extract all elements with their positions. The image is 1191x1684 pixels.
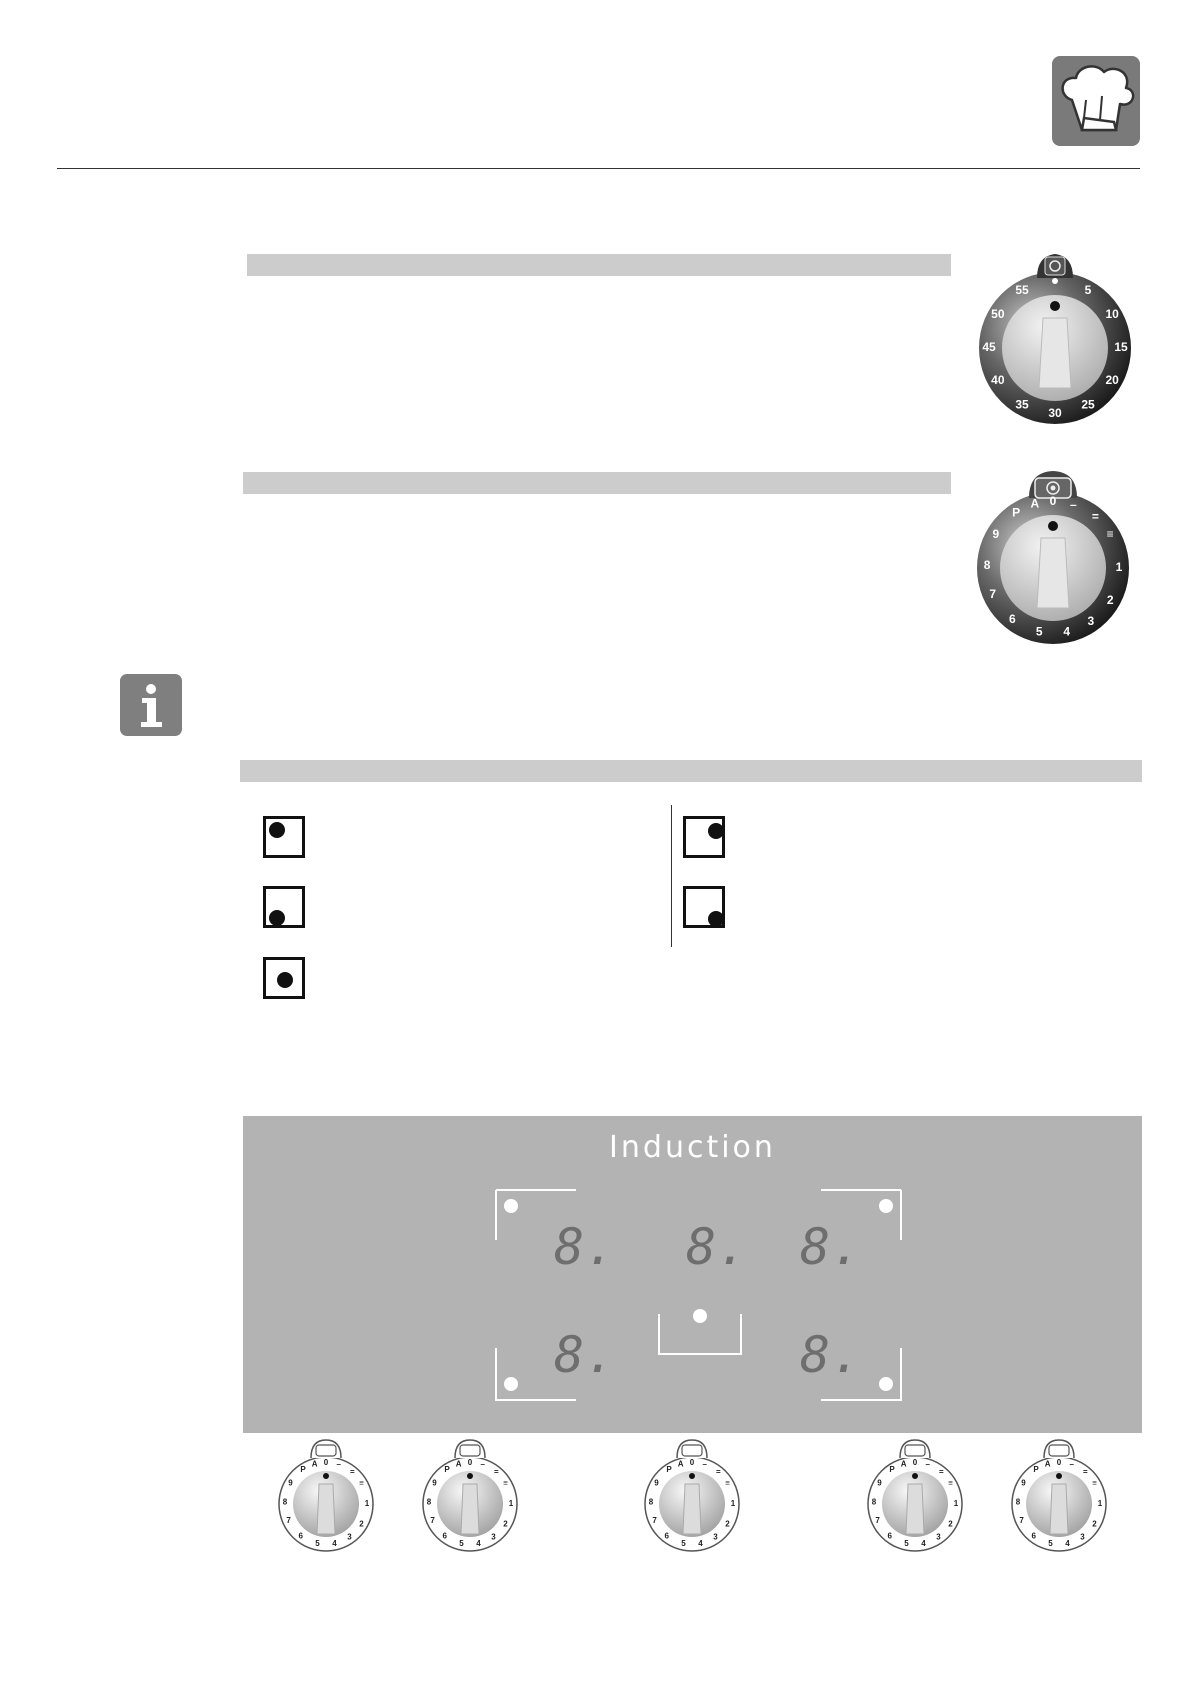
hob-knob-5[interactable] <box>1009 1438 1109 1554</box>
zone-indicator-bottom-left <box>263 886 305 928</box>
hob-knob-5-label-12: 9 <box>1021 1478 1026 1488</box>
control-knob[interactable] <box>971 468 1135 648</box>
display-top-right: 8. <box>800 1218 863 1276</box>
hob-knob-4-label-14: A <box>900 1459 907 1469</box>
control-knob-label-14: A <box>1030 496 1040 511</box>
hob-knob-4-label-5: 2 <box>948 1519 953 1529</box>
hob-knob-2-label-8: 5 <box>459 1539 464 1549</box>
hob-knob-5-label-3: ≡ <box>1092 1478 1097 1488</box>
hob-knob-1-label-11: 8 <box>282 1497 288 1507</box>
hob-knob-2-label-5: 2 <box>503 1519 508 1529</box>
hob-knob-3[interactable] <box>642 1438 742 1554</box>
bottom-knob-row <box>0 1438 1191 1558</box>
hob-knob-2-label-9: 6 <box>442 1531 447 1541</box>
hob-knob-4-label-8: 5 <box>904 1539 909 1549</box>
zone-indicator-centre <box>263 957 305 999</box>
hob-knob-3-label-13: P <box>666 1465 672 1475</box>
hob-knob-2-label-10: 7 <box>430 1515 435 1525</box>
control-knob-label-5: 2 <box>1106 593 1114 608</box>
hob-knob-5-label-8: 5 <box>1048 1539 1053 1549</box>
timer-label-15: 15 <box>1114 340 1128 355</box>
hob-knob-4-label-6: 3 <box>936 1532 941 1542</box>
hob-knob-3-label-12: 9 <box>654 1478 659 1488</box>
timer-label-25: 25 <box>1081 397 1095 412</box>
hob-knob-2-label-2: = <box>494 1467 499 1477</box>
timer-label-55: 55 <box>1015 283 1029 298</box>
hob-knob-2-label-11: 8 <box>426 1497 432 1507</box>
control-knob-label-9: 6 <box>1009 612 1016 627</box>
hob-knob-1-label-2: = <box>350 1467 355 1477</box>
display-top-centre: 8. <box>686 1218 749 1276</box>
hob-knob-1-label-4: 1 <box>364 1499 370 1509</box>
hob-knob-1-label-10: 7 <box>286 1515 291 1525</box>
control-knob-label-11: 8 <box>983 557 991 572</box>
control-knob-label-4: 1 <box>1115 560 1123 575</box>
hob-knob-1-label-0: 0 <box>323 1458 329 1468</box>
hob-knob-3-label-10: 7 <box>652 1515 657 1525</box>
hob-knob-1[interactable] <box>276 1438 376 1554</box>
hob-knob-3-label-6: 3 <box>713 1532 718 1542</box>
hob-knob-3-label-8: 5 <box>681 1539 686 1549</box>
hob-knob-1-label-6: 3 <box>347 1532 352 1542</box>
zone-column-divider <box>671 805 672 947</box>
control-knob-label-1: – <box>1070 497 1077 512</box>
control-knob-label-2: = <box>1091 509 1099 524</box>
hob-knob-4-label-10: 7 <box>875 1515 880 1525</box>
hob-knob-4-label-9: 6 <box>887 1531 892 1541</box>
hob-knob-5-label-2: = <box>1083 1467 1088 1477</box>
control-knob-label-12: 9 <box>992 527 1000 542</box>
panel-title: Induction <box>609 1130 776 1165</box>
hob-knob-1-label-9: 6 <box>298 1531 303 1541</box>
hob-knob-3-label-7: 4 <box>698 1539 703 1549</box>
hob-knob-3-label-9: 6 <box>664 1531 669 1541</box>
hob-knob-5-label-0: 0 <box>1056 1458 1062 1468</box>
hob-knob-3-label-11: 8 <box>648 1497 654 1507</box>
control-knob-label-13: P <box>1012 505 1021 520</box>
hob-knob-2-label-12: 9 <box>432 1478 437 1488</box>
header-rule <box>57 168 1140 169</box>
info-icon <box>120 674 182 736</box>
hob-knob-4-label-1: – <box>925 1460 930 1470</box>
hob-knob-2-label-0: 0 <box>467 1458 473 1468</box>
section-heading-bar-zones <box>240 760 1142 782</box>
control-knob-label-8: 5 <box>1035 624 1043 639</box>
hob-knob-4[interactable] <box>865 1438 965 1554</box>
hob-knob-4-label-13: P <box>889 1465 895 1475</box>
hob-knob-3-label-4: 1 <box>730 1499 736 1509</box>
section-heading-bar-timer <box>247 254 951 276</box>
hob-knob-3-label-0: 0 <box>689 1458 695 1468</box>
hob-knob-1-label-8: 5 <box>315 1539 320 1549</box>
control-knob-label-10: 7 <box>989 587 997 602</box>
chef-hat-icon <box>1052 56 1140 146</box>
control-knob-label-3: ≡ <box>1106 527 1114 542</box>
hob-knob-3-label-3: ≡ <box>725 1478 730 1488</box>
zone-indicator-top-right <box>683 816 725 858</box>
timer-label-30: 30 <box>1048 406 1062 421</box>
zone-light-top-left <box>504 1199 518 1213</box>
hob-knob-5-label-7: 4 <box>1065 1539 1070 1549</box>
hob-knob-2-label-14: A <box>455 1459 462 1469</box>
hob-knob-1-label-7: 4 <box>332 1539 337 1549</box>
timer-label-5: 5 <box>1084 283 1092 298</box>
section-heading-bar-control <box>243 472 951 494</box>
display-bottom-right: 8. <box>800 1326 863 1384</box>
timer-label-35: 35 <box>1015 397 1029 412</box>
hob-knob-2-label-1: – <box>480 1460 485 1470</box>
hob-knob-3-label-1: – <box>702 1460 707 1470</box>
hob-knob-1-label-12: 9 <box>288 1478 293 1488</box>
zone-light-centre <box>693 1309 707 1323</box>
hob-knob-5-label-1: – <box>1069 1460 1074 1470</box>
zone-indicator-bottom-right <box>683 886 725 928</box>
hob-knob-4-label-11: 8 <box>871 1497 877 1507</box>
hob-knob-1-label-3: ≡ <box>359 1478 364 1488</box>
hob-knob-5-label-6: 3 <box>1080 1532 1085 1542</box>
hob-knob-2-label-7: 4 <box>476 1539 481 1549</box>
hob-knob-3-label-5: 2 <box>725 1519 730 1529</box>
hob-knob-2-label-4: 1 <box>508 1499 514 1509</box>
hob-knob-5-label-10: 7 <box>1019 1515 1024 1525</box>
hob-knob-1-label-14: A <box>311 1459 318 1469</box>
hob-knob-1-label-1: – <box>336 1460 341 1470</box>
hob-knob-2-label-6: 3 <box>491 1532 496 1542</box>
hob-knob-5-label-9: 6 <box>1031 1531 1036 1541</box>
timer-label-40: 40 <box>991 373 1005 388</box>
hob-knob-4-label-4: 1 <box>953 1499 959 1509</box>
hob-knob-1-label-5: 2 <box>359 1519 364 1529</box>
zone-light-bottom-left <box>504 1377 518 1391</box>
hob-knob-4-label-7: 4 <box>921 1539 926 1549</box>
timer-label-10: 10 <box>1105 307 1119 322</box>
timer-knob[interactable] <box>975 248 1135 428</box>
hob-knob-5-label-4: 1 <box>1097 1499 1103 1509</box>
hob-knob-4-label-0: 0 <box>912 1458 918 1468</box>
hob-knob-5-label-5: 2 <box>1092 1519 1097 1529</box>
hob-knob-5-label-13: P <box>1033 1465 1039 1475</box>
hob-knob-5-label-14: A <box>1044 1459 1051 1469</box>
hob-knob-3-label-2: = <box>716 1467 721 1477</box>
display-bottom-left: 8. <box>554 1326 617 1384</box>
zone-indicator-top-left <box>263 816 305 858</box>
zone-light-top-right <box>879 1199 893 1213</box>
hob-knob-4-label-12: 9 <box>877 1478 882 1488</box>
hob-knob-1-label-13: P <box>300 1465 306 1475</box>
induction-display-panel <box>243 1116 1142 1433</box>
hob-knob-2-label-13: P <box>444 1465 450 1475</box>
hob-knob-2-label-3: ≡ <box>503 1478 508 1488</box>
timer-label-45: 45 <box>982 340 996 355</box>
timer-label-50: 50 <box>991 307 1005 322</box>
timer-label-20: 20 <box>1105 373 1119 388</box>
hob-knob-4-label-3: ≡ <box>948 1478 953 1488</box>
display-top-left: 8. <box>554 1218 617 1276</box>
control-knob-label-7: 4 <box>1063 624 1071 639</box>
hob-knob-3-label-14: A <box>677 1459 684 1469</box>
zone-light-bottom-right <box>879 1377 893 1391</box>
hob-knob-2[interactable] <box>420 1438 520 1554</box>
control-knob-label-0: 0 <box>1049 494 1057 509</box>
hob-knob-5-label-11: 8 <box>1015 1497 1021 1507</box>
hob-knob-4-label-2: = <box>939 1467 944 1477</box>
control-knob-label-6: 3 <box>1087 614 1095 629</box>
